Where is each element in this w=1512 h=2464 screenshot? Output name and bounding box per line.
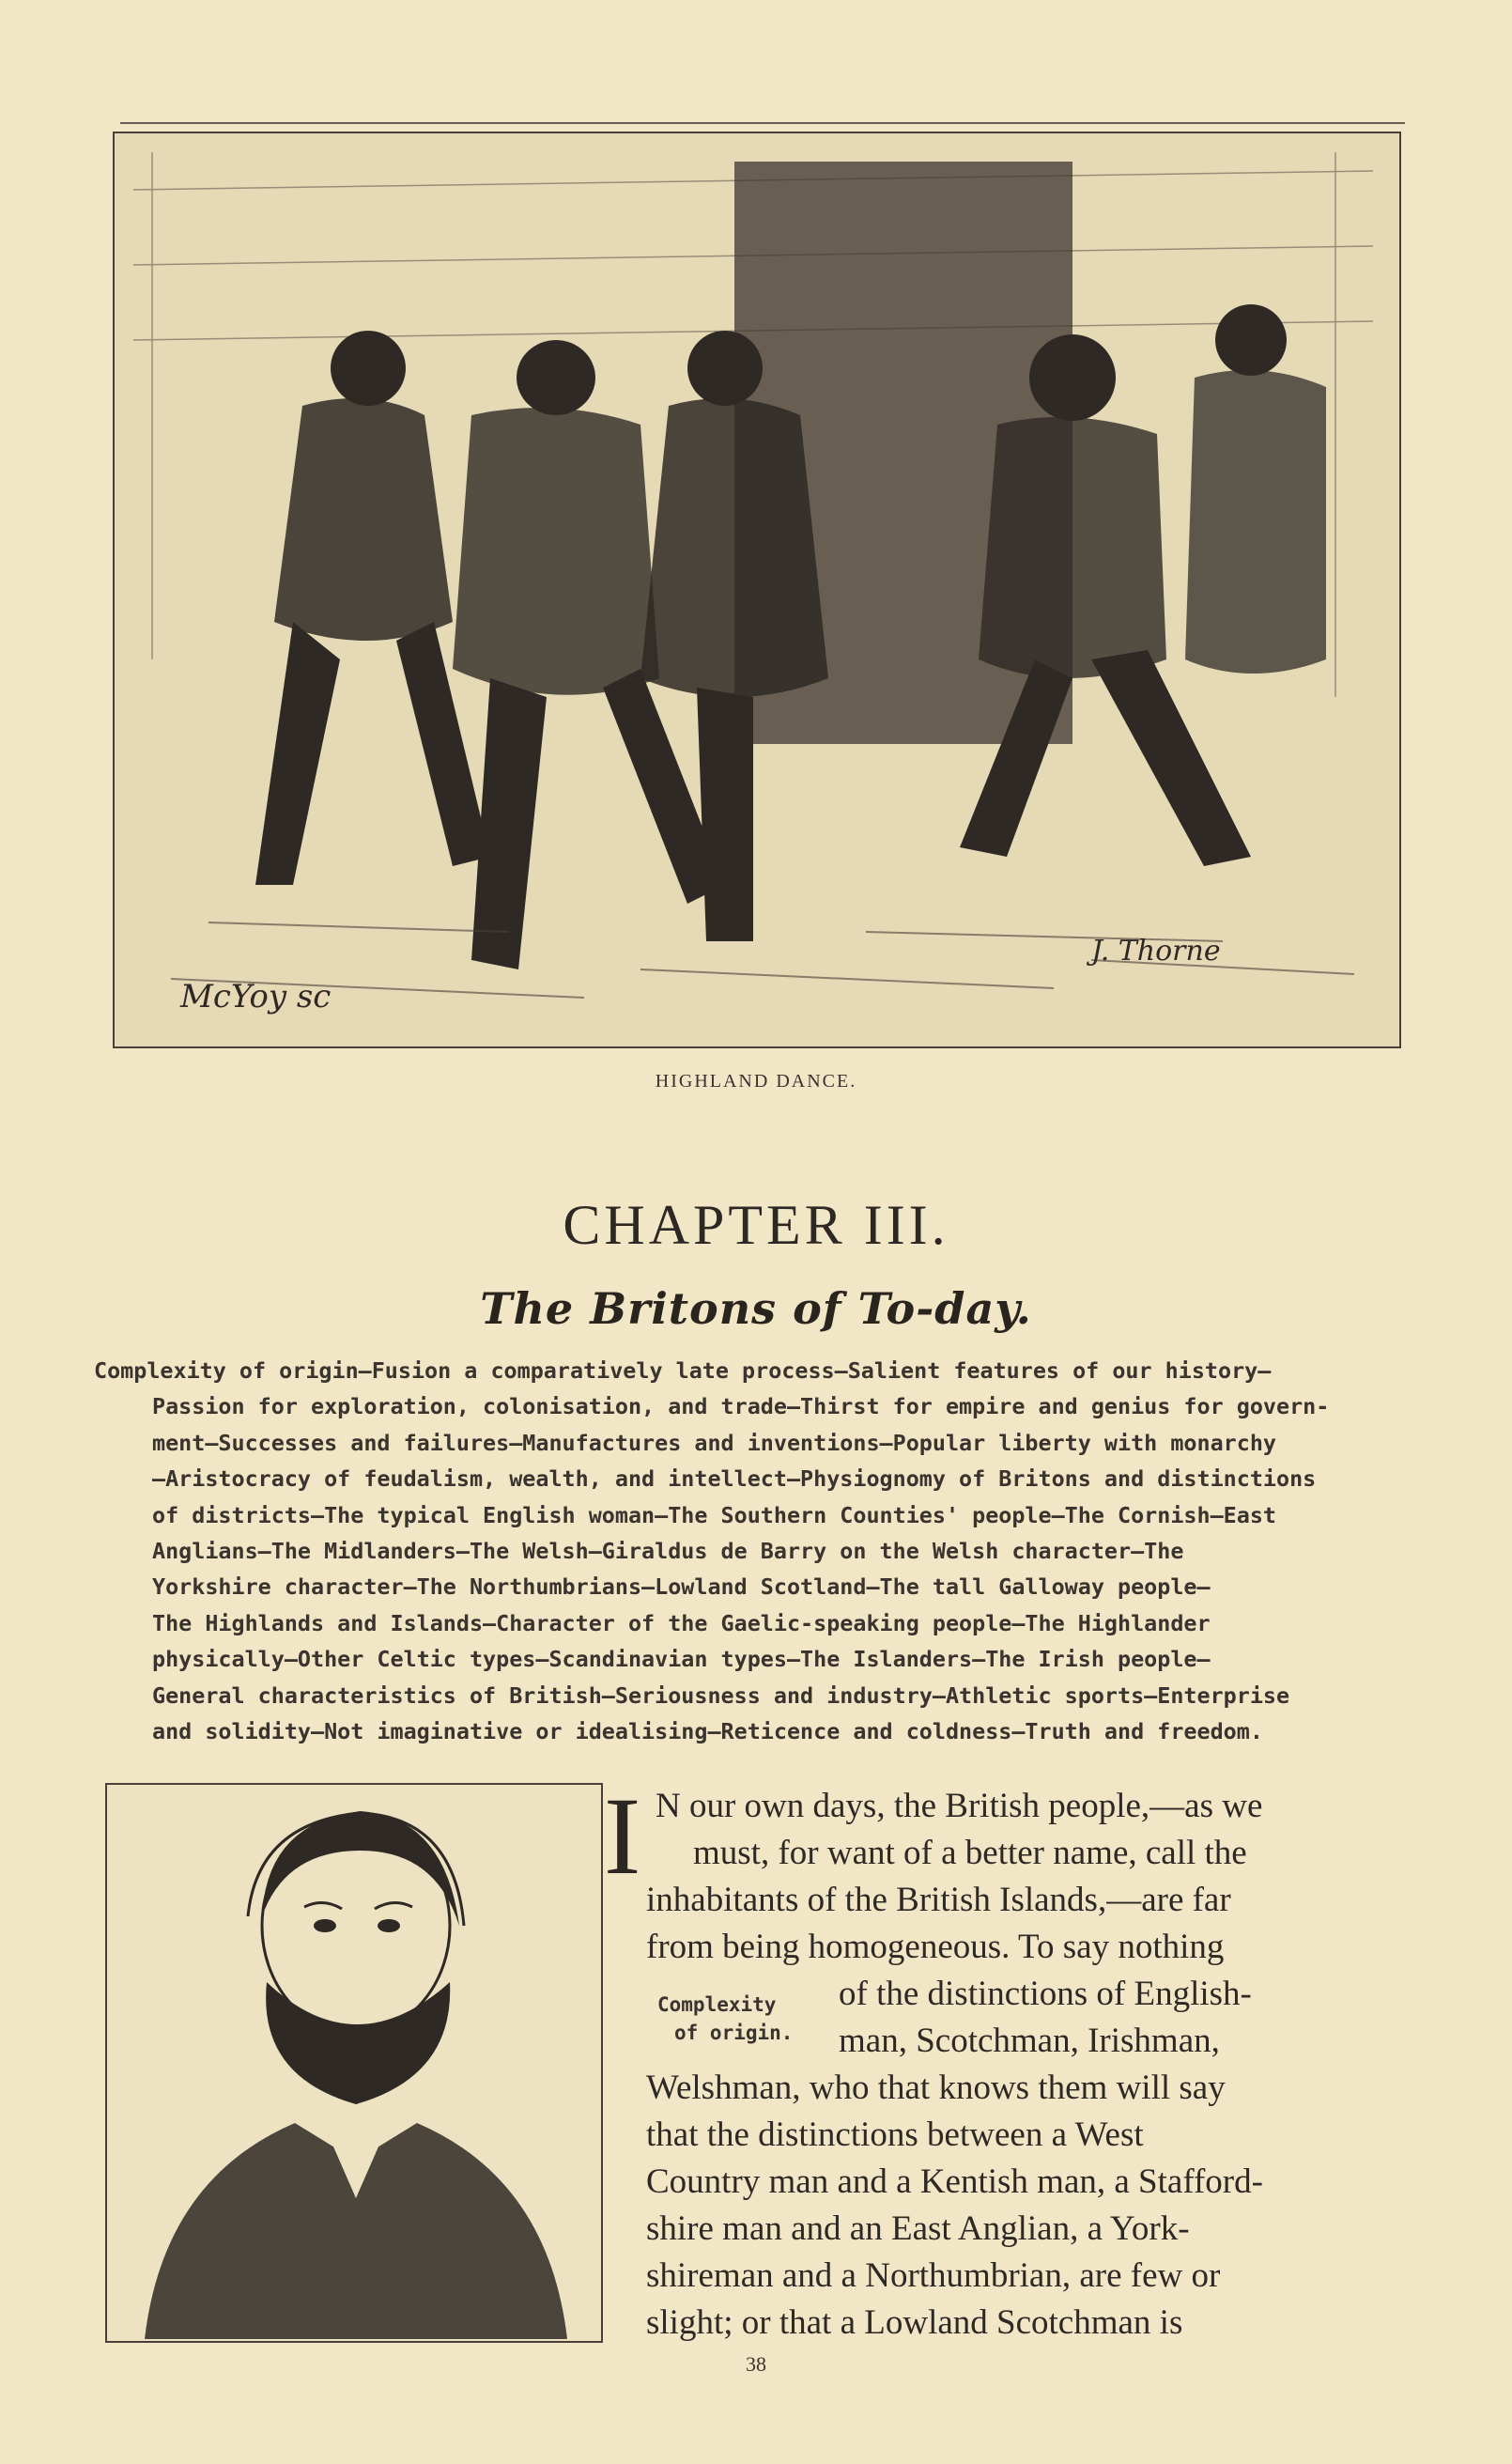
summary-line: of districts—The typical English woman—The Southern Counties' people—The Cornish—East — [152, 1501, 1276, 1528]
summary-line: —Aristocracy of feudalism, wealth, and intellect—Physiognomy of Britons and distinctions — [152, 1465, 1317, 1493]
body-line: must, for want of a better name, call the — [693, 1834, 1247, 1872]
engraver-signature: McYoy sc — [180, 978, 332, 1015]
illustration-caption: HIGHLAND DANCE. — [655, 1071, 857, 1092]
body-line: from being homogeneous. To say nothing — [646, 1928, 1225, 1966]
frame-rule — [120, 122, 1405, 124]
body-paragraph — [646, 1783, 1441, 2347]
highland-dance-illustration — [113, 132, 1401, 1048]
body-line: that the distinctions between a West — [646, 2115, 1144, 2154]
summary-line: and solidity—Not imaginative or idealising—Reticence and coldness—Truth and freedom. — [152, 1718, 1263, 1745]
summary-line: Yorkshire character—The Northumbrians—Lowland Scotland—The tall Galloway people— — [152, 1573, 1211, 1601]
summary-line: The Highlands and Islands—Character of the Gaelic-speaking people—The Highlander — [152, 1609, 1211, 1636]
body-line: N our own days, the British people,—as we — [656, 1787, 1263, 1825]
chapter-summary — [94, 1353, 1435, 1749]
body-line: inhabitants of the British Islands,—are far — [646, 1881, 1231, 1919]
body-line: of the distinctions of English- — [839, 1975, 1252, 2013]
body-line: shireman and a Northumbrian, are few or — [646, 2256, 1221, 2295]
body-line: Welshman, who that knows them will say — [646, 2069, 1226, 2107]
summary-line: ment—Successes and failures—Manufactures and inventions—Popular liberty with monarchy — [152, 1429, 1276, 1456]
portrait-illustration — [105, 1783, 603, 2343]
chapter-subtitle: The Britons of To-day. — [480, 1283, 1032, 1334]
margin-note: Complexity — [657, 1993, 777, 2016]
drop-cap: I — [604, 1774, 641, 1898]
artist-signature: J. Thorne — [1091, 935, 1221, 968]
body-line: shire man and an East Anglian, a York- — [646, 2209, 1190, 2248]
margin-note: of origin. — [674, 2022, 794, 2044]
summary-line: Anglians—The Midlanders—The Welsh—Giraldus de Barry on the Welsh character—The — [152, 1538, 1184, 1565]
summary-line: physically—Other Celtic types—Scandinavian types—The Islanders—The Irish people— — [152, 1646, 1211, 1673]
summary-line: General characteristics of British—Seriousness and industry—Athletic sports—Enterprise — [152, 1681, 1290, 1709]
bearded-man-portrait-icon — [107, 1785, 601, 2341]
body-line: man, Scotchman, Irishman, — [839, 2022, 1220, 2060]
page-number: 38 — [746, 2352, 766, 2376]
summary-line: Complexity of origin—Fusion a comparatively late process—Salient features of our history— — [94, 1357, 1272, 1384]
body-line: Country man and a Kentish man, a Stafford- — [646, 2162, 1263, 2201]
summary-line: Passion for exploration, colonisation, and trade—Thirst for empire and genius for govern- — [152, 1393, 1330, 1420]
engraving-icon — [115, 133, 1399, 1046]
chapter-heading: CHAPTER III. — [563, 1194, 949, 1256]
body-line: slight; or that a Lowland Scotchman is — [646, 2303, 1183, 2342]
